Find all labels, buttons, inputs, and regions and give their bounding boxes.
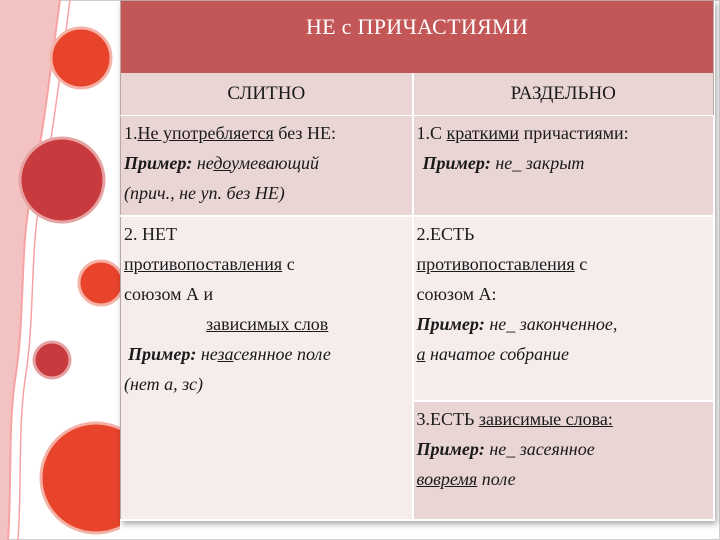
decorative-circle (51, 28, 111, 88)
rule-text-line (417, 249, 710, 279)
rule-3-separate (413, 401, 714, 521)
rule-keyword: зависимые слова: (478, 408, 613, 429)
example-text: не_ закрыт (490, 153, 585, 173)
rule-3-separate-line (417, 404, 710, 434)
example-text: начатое собрание (425, 343, 570, 364)
example-text: поле (477, 468, 516, 489)
rule-text: союзом А: (416, 283, 497, 304)
rule-text: союзом А и (124, 283, 214, 304)
example-underlined: а (416, 343, 426, 364)
example-underlined: за (217, 343, 234, 364)
decorative-circle (79, 261, 120, 305)
participle-rules-table (120, 0, 715, 521)
rule-number: 1. (124, 123, 138, 143)
example-label: Пример: (128, 343, 197, 364)
example-text: не (192, 153, 214, 173)
rule-text-line (124, 249, 409, 279)
example-label: Пример: (422, 153, 491, 173)
rule-keyword: краткими (446, 123, 520, 143)
example-label: Пример: (416, 313, 485, 334)
example-text: не (196, 343, 218, 364)
column-header-together: СЛИТНО (121, 73, 413, 116)
decorative-circle (20, 138, 104, 222)
example-text: не_ засеянное (484, 438, 595, 459)
rule-1-together-line (124, 118, 409, 148)
example-underlined: вовремя (416, 468, 478, 489)
rule-2-together-example (124, 339, 409, 369)
rule-1-separate-example (417, 148, 710, 178)
rule-2-together-note: (нет а, зс) (124, 373, 203, 394)
example-text: сеянное поле (233, 343, 331, 364)
rule-keyword: зависимых слов (206, 313, 329, 334)
rule-1-together (121, 116, 413, 216)
decorative-circle (34, 342, 70, 378)
rule-3-separate-example-cont (417, 464, 710, 494)
rule-keyword: Не употребляется (137, 123, 274, 143)
rule-text: без НЕ: (273, 123, 337, 143)
example-text: умевающий (231, 153, 320, 173)
example-text: не_ законченное, (484, 313, 618, 334)
rule-2-together (121, 216, 413, 521)
rule-text: с (574, 253, 588, 274)
rule-keyword: противопоставления (124, 253, 283, 274)
rule-2-separate-example (417, 309, 710, 339)
rule-2-separate (413, 216, 714, 401)
rule-1-separate-line (417, 118, 710, 148)
rule-2-separate-example-cont (417, 339, 710, 369)
example-underlined: до (213, 153, 232, 173)
rule-1-together-note: (прич., не уп. без НЕ) (124, 183, 285, 203)
column-header-separate: РАЗДЕЛЬНО (413, 73, 714, 116)
rule-text: 3.ЕСТЬ (416, 408, 479, 429)
example-label: Пример: (124, 153, 193, 173)
rule-number: 1.С (416, 123, 447, 143)
rule-text: 2.ЕСТЬ (416, 223, 475, 244)
rule-1-separate (413, 116, 714, 216)
example-label: Пример: (416, 438, 485, 459)
decorative-circle (41, 423, 120, 533)
rule-text: 2. НЕТ (124, 223, 177, 244)
rule-text: с (282, 253, 295, 274)
rule-text: причастиями: (519, 123, 629, 143)
slide-title: НЕ с ПРИЧАСТИЯМИ (121, 1, 714, 73)
rule-keyword: противопоставления (416, 253, 575, 274)
rule-3-separate-example (417, 434, 710, 464)
decorative-sidebar (0, 0, 120, 540)
rule-1-together-example (124, 148, 409, 178)
